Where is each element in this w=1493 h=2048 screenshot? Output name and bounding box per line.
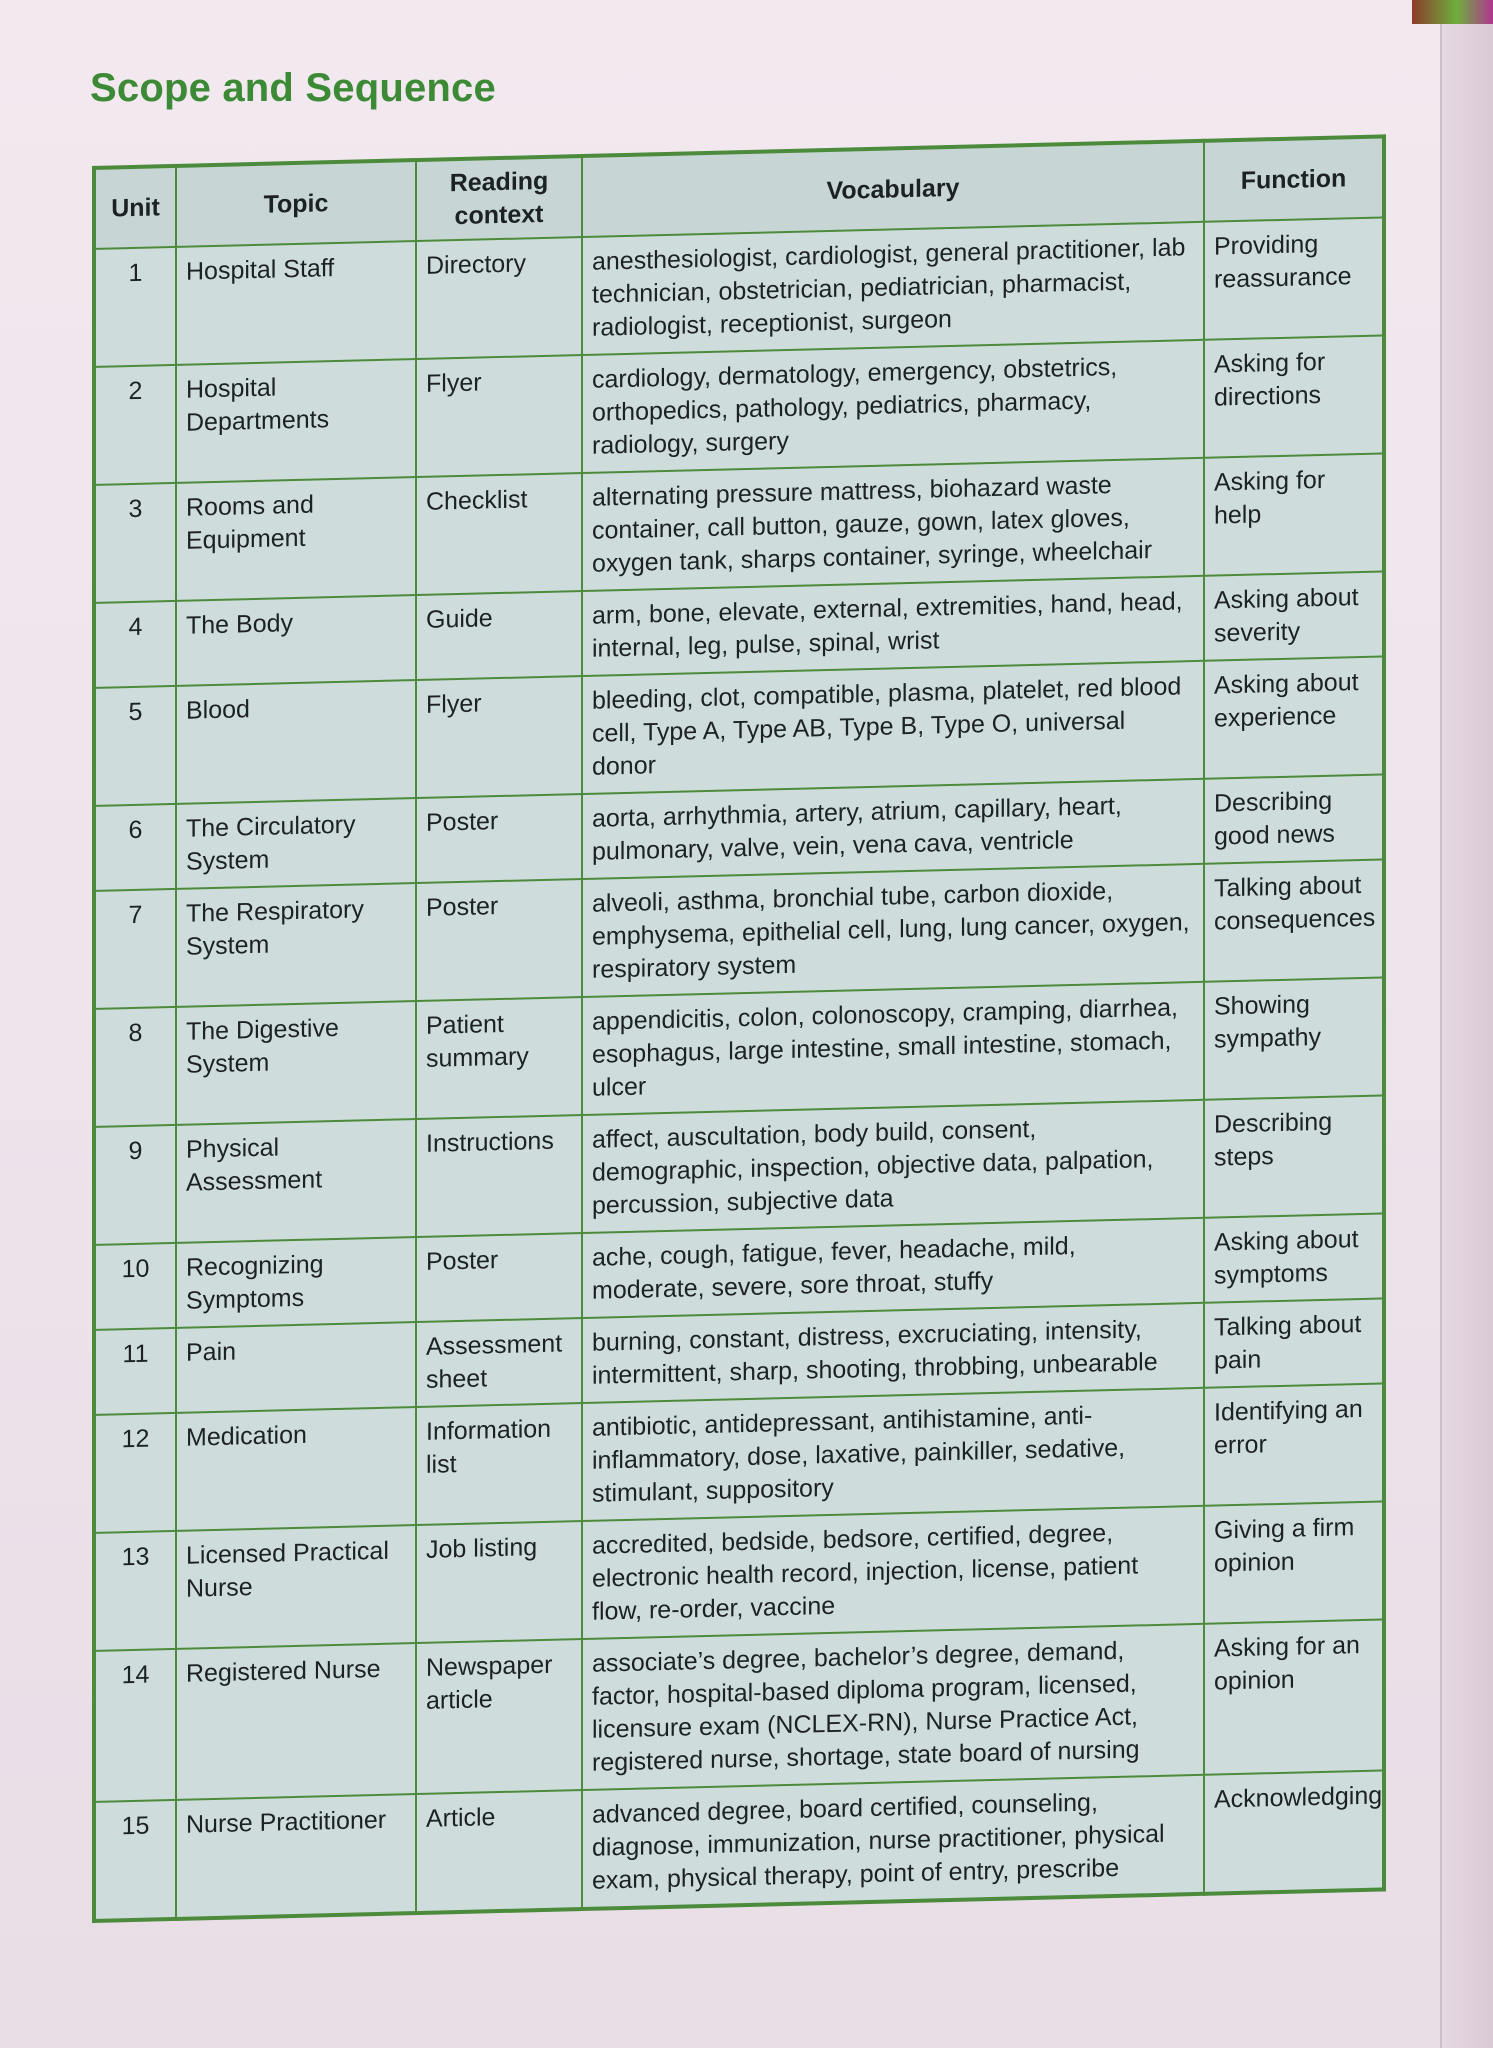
unit-number: 10 [94, 1243, 176, 1330]
topic-cell: Licensed Practical Nurse [176, 1525, 416, 1649]
scope-and-sequence-table [92, 134, 1386, 1923]
unit-number: 6 [94, 804, 176, 891]
unit-number: 9 [94, 1125, 176, 1245]
vocabulary-cell: alternating pressure mattress, biohazard waste container, call button, gauze, gown, latex gloves, oxygen tank, sharps container, syringe, wheelchair [582, 458, 1204, 591]
reading-context-cell: Poster [416, 879, 582, 1001]
reading-context-cell: Article [416, 1790, 582, 1913]
topic-cell: The Digestive System [176, 1001, 416, 1125]
vocabulary-cell: alveoli, asthma, bronchial tube, carbon dioxide, emphysema, epithelial cell, lung, lung cancer, oxygen, respiratory system [582, 864, 1204, 997]
reading-context-cell: Directory [416, 237, 582, 359]
reading-context-cell: Guide [416, 591, 582, 680]
page-title: Scope and Sequence [90, 66, 496, 110]
unit-number: 7 [94, 889, 176, 1009]
header-vocabulary: Vocabulary [582, 141, 1204, 237]
function-cell: Asking for help [1204, 453, 1384, 575]
vocabulary-cell: accredited, bedside, bedsore, certified, degree, electronic health record, injection, license, patient flow, re-order, vaccine [582, 1506, 1204, 1639]
topic-cell: Rooms and Equipment [176, 477, 416, 601]
unit-number: 12 [94, 1413, 176, 1533]
vocabulary-cell: arm, bone, elevate, external, extremities, hand, head, internal, leg, pulse, spinal, wrist [582, 576, 1204, 676]
topic-cell: Physical Assessment [176, 1119, 416, 1243]
vocabulary-cell: aorta, arrhythmia, artery, atrium, capillary, heart, pulmonary, valve, vein, vena cava, ventricle [582, 779, 1204, 879]
vocabulary-cell: bleeding, clot, compatible, plasma, platelet, red blood cell, Type A, Type AB, Type B, Type O, universal donor [582, 661, 1204, 794]
topic-cell: Blood [176, 680, 416, 804]
unit-number: 15 [94, 1800, 176, 1921]
topic-cell: The Respiratory System [176, 883, 416, 1007]
unit-number: 8 [94, 1007, 176, 1127]
function-cell: Asking about severity [1204, 571, 1384, 660]
topic-cell: Recognizing Symptoms [176, 1237, 416, 1328]
reading-context-cell: Newspaper article [416, 1639, 582, 1794]
function-cell: Asking about experience [1204, 656, 1384, 778]
topic-cell: Medication [176, 1407, 416, 1531]
topic-cell: Hospital Staff [176, 241, 416, 365]
vocabulary-cell: anesthesiologist, cardiologist, general practitioner, lab technician, obstetrician, pediatrician, pharmacist, radiologist, receptionist, surgeon [582, 222, 1204, 355]
function-cell: Asking for directions [1204, 335, 1384, 457]
unit-number: 2 [94, 365, 176, 485]
function-cell: Acknowledging [1204, 1770, 1384, 1893]
topic-cell: The Body [176, 595, 416, 686]
unit-number: 11 [94, 1328, 176, 1415]
unit-number: 13 [94, 1531, 176, 1651]
topic-cell: Registered Nurse [176, 1643, 416, 1800]
vocabulary-cell: antibiotic, antidepressant, antihistamine, anti-inflammatory, dose, laxative, painkiller, sedative, stimulant, suppository [582, 1388, 1204, 1521]
reading-context-cell: Assessment sheet [416, 1318, 582, 1407]
vocabulary-cell: associate’s degree, bachelor’s degree, demand, factor, hospital-based diploma program, licensed, licensure exam (NCLEX-RN), Nurse Practice Act, registered nurse, shortage, state board of nursing [582, 1624, 1204, 1790]
vocabulary-cell: affect, auscultation, body build, consent, demographic, inspection, objective data, palpation, percussion, subjective data [582, 1100, 1204, 1233]
topic-cell: Nurse Practitioner [176, 1794, 416, 1919]
function-cell: Showing sympathy [1204, 977, 1384, 1099]
function-cell: Talking about consequences [1204, 859, 1384, 981]
unit-number: 1 [94, 247, 176, 367]
function-cell: Giving a firm opinion [1204, 1501, 1384, 1623]
topic-cell: The Circulatory System [176, 798, 416, 889]
reading-context-cell: Poster [416, 1233, 582, 1322]
page-edge [1440, 0, 1493, 2048]
function-cell: Describing good news [1204, 774, 1384, 863]
unit-number: 4 [94, 601, 176, 688]
header-unit: Unit [94, 166, 176, 249]
reading-context-cell: Job listing [416, 1521, 582, 1643]
header-topic: Topic [176, 160, 416, 247]
topic-cell: Pain [176, 1322, 416, 1413]
unit-number: 5 [94, 686, 176, 806]
function-cell: Asking about symptoms [1204, 1213, 1384, 1302]
function-cell: Identifying an error [1204, 1383, 1384, 1505]
reading-context-cell: Flyer [416, 676, 582, 798]
reading-context-cell: Poster [416, 794, 582, 883]
unit-number: 14 [94, 1649, 176, 1802]
function-cell: Talking about pain [1204, 1298, 1384, 1387]
corner-color-tab [1412, 0, 1493, 24]
vocabulary-cell: burning, constant, distress, excruciating, intensity, intermittent, sharp, shooting, throbbing, unbearable [582, 1303, 1204, 1403]
topic-cell: Hospital Departments [176, 359, 416, 483]
function-cell: Providing reassurance [1204, 217, 1384, 339]
function-cell: Describing steps [1204, 1095, 1384, 1217]
vocabulary-cell: ache, cough, fatigue, fever, headache, mild, moderate, severe, sore throat, stuffy [582, 1218, 1204, 1318]
reading-context-cell: Instructions [416, 1115, 582, 1237]
vocabulary-cell: cardiology, dermatology, emergency, obstetrics, orthopedics, pathology, pediatrics, pharmacy, radiology, surgery [582, 340, 1204, 473]
reading-context-cell: Information list [416, 1403, 582, 1525]
vocabulary-cell: advanced degree, board certified, counseling, diagnose, immunization, nurse practitioner, physical exam, physical therapy, point of entry, prescribe [582, 1775, 1204, 1909]
unit-number: 3 [94, 483, 176, 603]
header-function: Function [1204, 136, 1384, 221]
reading-context-cell: Checklist [416, 473, 582, 595]
vocabulary-cell: appendicitis, colon, colonoscopy, cramping, diarrhea, esophagus, large intestine, small intestine, stomach, ulcer [582, 982, 1204, 1115]
header-reading-context: Reading context [416, 156, 582, 241]
reading-context-cell: Flyer [416, 355, 582, 477]
reading-context-cell: Patient summary [416, 997, 582, 1119]
scope-table-wrapper [92, 134, 1382, 1923]
function-cell: Asking for an opinion [1204, 1619, 1384, 1774]
